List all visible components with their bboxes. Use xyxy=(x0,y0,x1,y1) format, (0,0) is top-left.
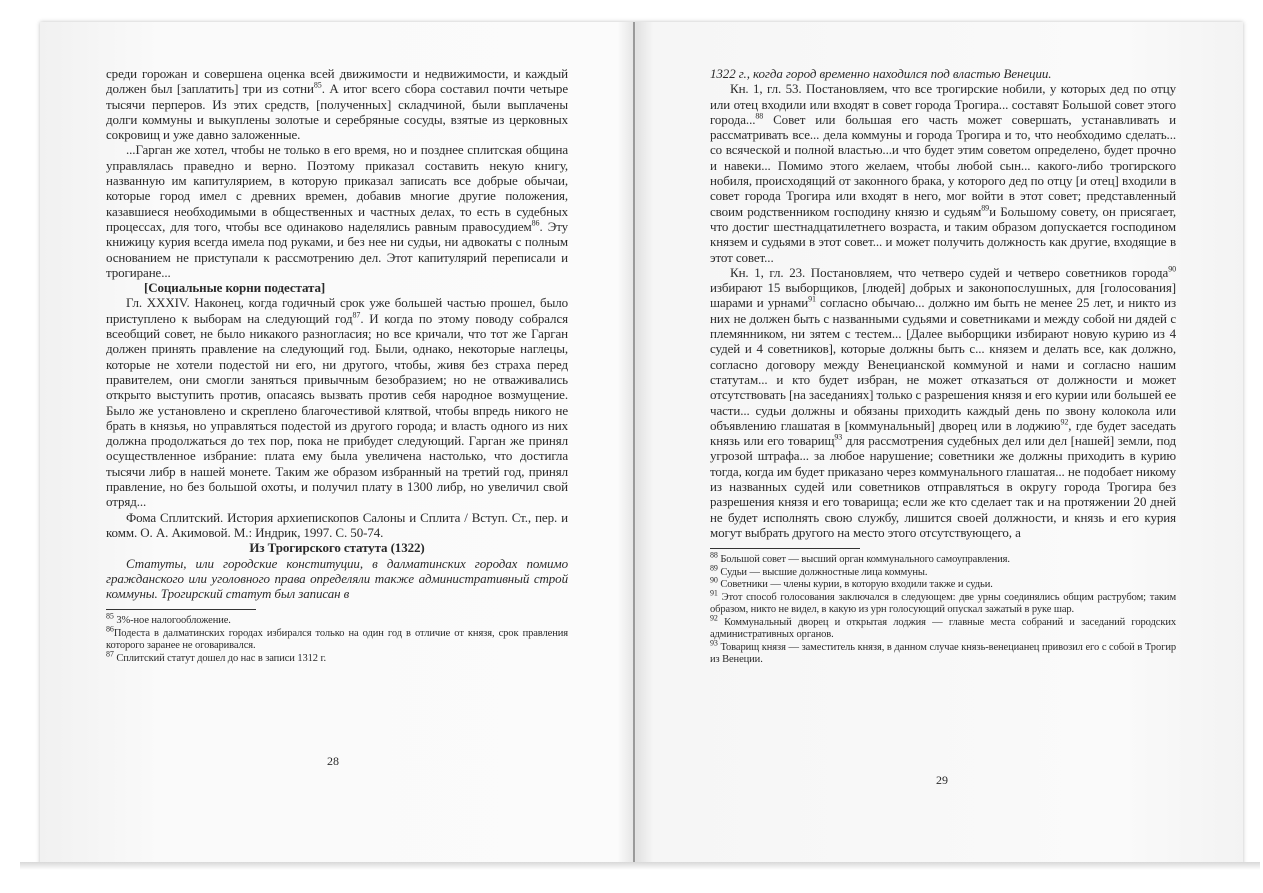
book-fold xyxy=(633,22,635,865)
footnote-87: $^{87}$ Сплитский статут дошел до нас в записи 1312 г. xyxy=(106,649,326,664)
left-paragraph-3: Гл. XXXIV. Наконец, когда годичный срок уже большей частью прошел, было приступлено к выборам на следующий год$^{87}$. И когда по этому поводу собрался всеобщий совет, не было никакого разногласия; но все кричали, что тот же Гарган должен принять правление на следующий год. Были, однако, некоторые наглецы, которые не хотели подестой ни его, ни другого, чтобы, живя без страха перед правителем, они смогли заняться привычным безобразием; но не отваживались открыто выступить против, опасаясь вызвать против себя народное возмущение. Было же установлено и скреплено благочестивой клятвой, чтобы впредь никого не брать в князья, но управляться подестой из другого города; и власть одного из них должна продолжаться до тех пор, пока не прибудет следующий. Гарган же принял осуществленное избрание: плата ему была увеличена настолько, что достигла тысячи либр в нашей монете. Таким же образом избранный на третий год, принял правление, но без большой охоты, и получил плату в 1300 либр, но увеличил свой отряд... xyxy=(106,295,568,510)
section-title: Из Трогирского статута (1322) xyxy=(249,540,425,556)
scan-shadow xyxy=(20,862,1260,870)
source-citation: Фома Сплитский. История архиепископов Салоны и Сплита / Вступ. Ст., пер. и комм. О. А. Акимовой. М.: Индрик, 1997. С. 50-74. xyxy=(106,509,568,540)
statute-book1-ch23: Кн. 1, гл. 23. Постановляем, что четверо судей и четверо советников города$^{90}$ избирают 15 выборщиков, [людей] добрых и законопослушных, для [голосования] шарами и урнами$^{91}$ согласно обычаю... должно им быть не менее 25 лет, и никто из них не должен быть с названными судьями и советниками и между собой ни дядей с племянником, ни зятем с тестем... [Далее выборщики избирают новую курию из 4 судей и 4 советников], которые должны быть с... князем и делать все, как должно, согласно договору между Венецианской коммуной и нами и согласно нашим статутам... и кто будет избран, не может отказаться от должности и может отсутствовать [на заседаниях] только с разрешения князя и его курии или большей ее части... судьи должны и обязаны приходить каждый день по звону колокола или объявлению глашатая в [коммунальный] дворец или в лоджию$^{92}$, где будет заседать князь или его товарищ$^{93}$ для рассмотрения судебных дел или дел [нашей] земли, под угрозой штрафа... за любое нарушение; советники же должны приходить в курию тогда, когда им будет приказано через коммунального глашатая... не подобает никому из названных судей или советников отправляться в округу города Трогира без разрешения князя и его товарища; если же кто сделает так и на протяжении 20 дней не будет исполнять свою службу, лишится своей должности, и князь и его курия могут выбрать другого на место этого отсутствующего, а xyxy=(710,264,1177,540)
footnote-rule xyxy=(710,548,860,549)
statute-book1-ch53: Кн. 1, гл. 53. Постановляем, что все трогирские нобили, у которых дед по отцу или отец входили или входят в совет города Трогира... составят Большой совет этого города...$^{88}$ Совет или большая его часть может совершать, устанавливать и рассматривать все... дела коммуны и города Трогира и то, что необходимо сделать... со всяческой и полной властью...и что будет этим советом определено, будет прочно и навеки... Помимо этого желаем, чтобы любой сын... какого-либо трогирского нобиля, происходящий от законного брака, у которого дед по отцу [и отец] входили в совет города Трогира или входят в него, мог войти в этот совет; представленный своим родственником господину князю и судьям$^{89}$и Большому совету, он присягает, что достиг шестнадцатилетнего возраста, и таким образом допускается господином князем и судьями в этот совет... и может получить должность как другие, входящие в этот совет... xyxy=(710,81,1176,265)
footnote-85: $^{85}$ 3%-ное налогообложение. xyxy=(106,611,231,627)
footnote-93: $^{93}$ Товарищ князя — заместитель князя, в данном случае князь-венецианец привозил его с собой в Трогир из Венеции. xyxy=(710,638,1176,666)
right-page xyxy=(710,66,1176,667)
page-number-left: 28 xyxy=(327,754,339,768)
left-page xyxy=(106,66,568,665)
footnote-91: $^{91}$ Этот способ голосования заключался в следующем: две урны соединялись общим раструбом; таким образом, никто не видел, в какую из урн голосующий опускал зажатый в руке шар. xyxy=(710,588,1176,616)
section-intro-continued: 1322 г., когда город временно находился под властью Венеции. xyxy=(710,66,1052,81)
footnote-88: $^{88}$ Большой совет — высший орган коммунального самоуправления. xyxy=(710,550,1010,566)
footnote-90: $^{90}$ Советники — члены курии, в которую входили также и судьи. xyxy=(710,575,993,591)
footnote-92: $^{92}$ Коммунальный дворец и открытая лоджия — главные места собраний и заседаний городских административных органов. xyxy=(710,613,1176,641)
footnote-rule xyxy=(106,609,256,610)
left-paragraph-1: среди горожан и совершена оценка всей движимости и недвижимости, и каждый должен был [заплатить] три из сотни$^{85}$. А итог всего сбора составил почти четыре тысячи перперов. Из этих средств, [полученных] складчиной, были выплачены долги коммуны и выкуплены золотые и серебряные сосуды, взятые из церковных сокровищ и уже давно заложенные. xyxy=(106,66,569,143)
footnote-89: $^{89}$ Судьи — высшие должностные лица коммуны. xyxy=(710,563,928,578)
subheading: [Социальные корни подестата] xyxy=(144,280,326,296)
left-paragraph-2: ...Гарган же хотел, чтобы не только в его время, но и позднее сплитская община управлялась праведно и верно. Поэтому приказал составить некую книгу, названную им капитулярием, в которую приказал записать все добрые обычаи, которые город имел с древних времен, добавив многие другие положения, казавшиеся необходимыми в общественных и частных делах, то есть в судебных процессах, для того, чтобы все одинаково наделялись равным правосудием$^{86}$. Эту книжицу курия всегда имела под руками, и без нее ни судьи, ни адвокаты с полным основанием не приступали к рассмотрению дел. Этот капитулярий переписали и трогиране... xyxy=(106,142,568,280)
page-number-right: 29 xyxy=(936,773,948,787)
section-intro: Статуты, или городские конституции, в далматинских городах помимо гражданского или уголовного права определяли также административный строй коммуны. Трогирский статут был записан в xyxy=(106,555,568,602)
footnote-86: $^{86}$Подеста в далматинских городах избирался только на один год в отличие от князя, срок правления которого заранее не оговаривался. xyxy=(106,624,568,652)
